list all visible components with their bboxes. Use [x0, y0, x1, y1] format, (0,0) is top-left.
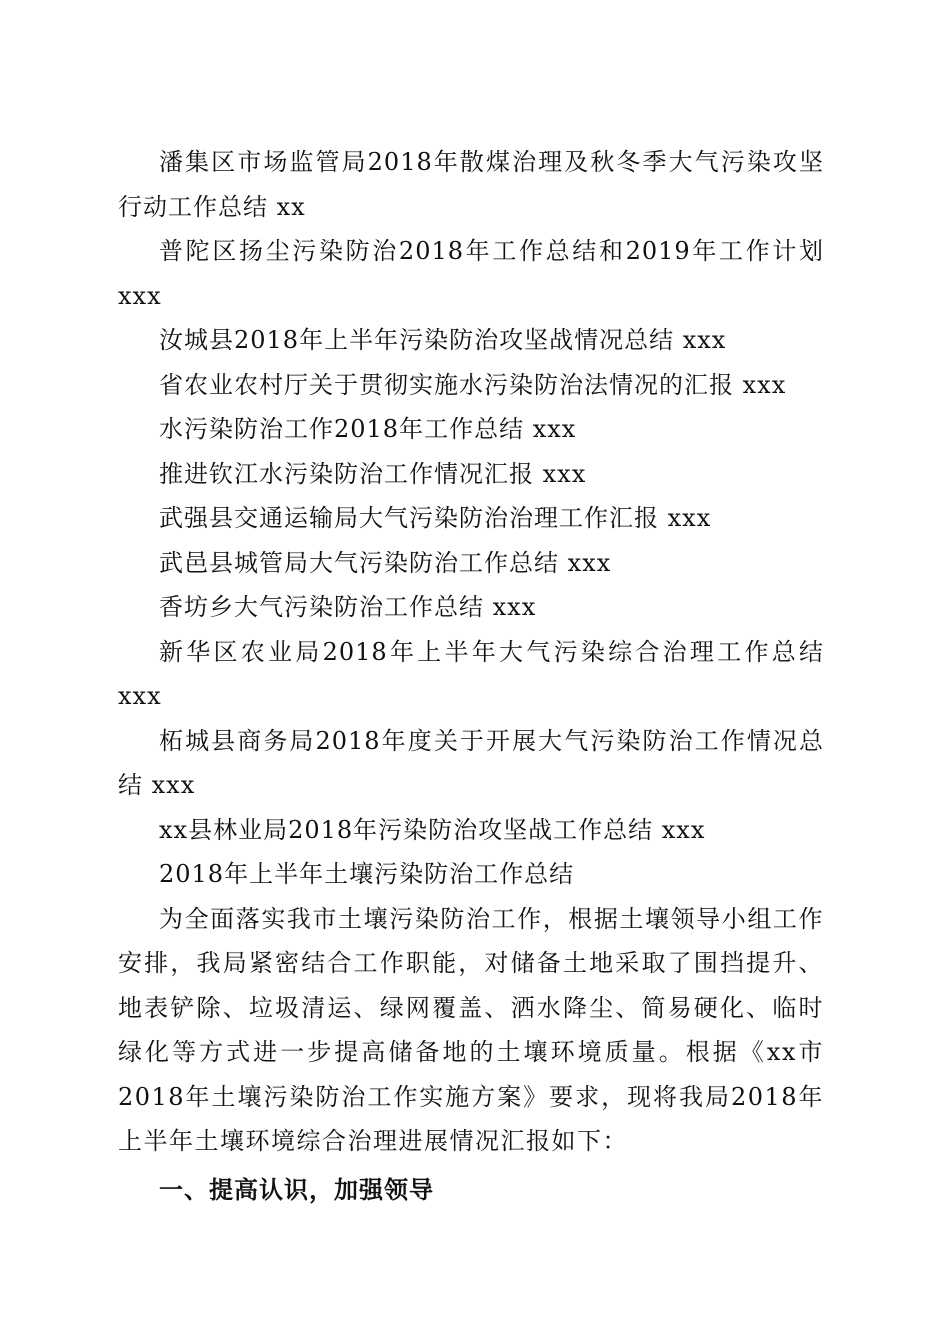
list-item: 香坊乡大气污染防治工作总结 xxx [159, 593, 537, 621]
section-heading: 一、提高认识，加强领导 [159, 1175, 434, 1204]
list-item: xx县林业局2018年污染防治攻坚战工作总结 xxx [159, 815, 706, 844]
list-item: 汝城县2018年上半年污染防治攻坚战情况总结 xxx [159, 326, 727, 354]
list-item: 2018年上半年土壤污染防治工作总结 [159, 860, 575, 888]
intro-paragraph: 为全面落实我市土壤污染防治工作，根据土壤领导小组工作安排，我局紧密结合工作职能，对储备土地采取了围挡提升、地表铲除、垃圾清运、绿网覆盖、洒水降尘、简易硬化、临时绿化等方式进一步提高储备地的土壤环境质量。根据《xx市2018年土壤污染防治工作实施方案》要求，现将我局2018年上半年土壤环境综合治理进展情况汇报如下： [118, 904, 824, 1155]
list-item: 柘城县商务局2018年度关于开展大气污染防治工作情况总结 xxx [118, 726, 824, 799]
list-item: 武强县交通运输局大气污染防治治理工作汇报 xxx [159, 504, 712, 532]
list-item: 新华区农业局2018年上半年大气污染综合治理工作总结 xxx [118, 637, 824, 710]
list-item: 省农业农村厅关于贯彻实施水污染防治法情况的汇报 xxx [159, 370, 787, 399]
list-item: 推进钦江水污染防治工作情况汇报 xxx [159, 459, 587, 488]
list-item: 武邑县城管局大气污染防治工作总结 xxx [159, 548, 612, 577]
list-item: 普陀区扬尘污染防治2018年工作总结和2019年工作计划 xxx [118, 237, 824, 310]
document-body [118, 140, 824, 1212]
list-item: 水污染防治工作2018年工作总结 xxx [159, 415, 577, 443]
list-item: 潘集区市场监管局2018年散煤治理及秋冬季大气污染攻坚行动工作总结 xx [118, 148, 824, 221]
